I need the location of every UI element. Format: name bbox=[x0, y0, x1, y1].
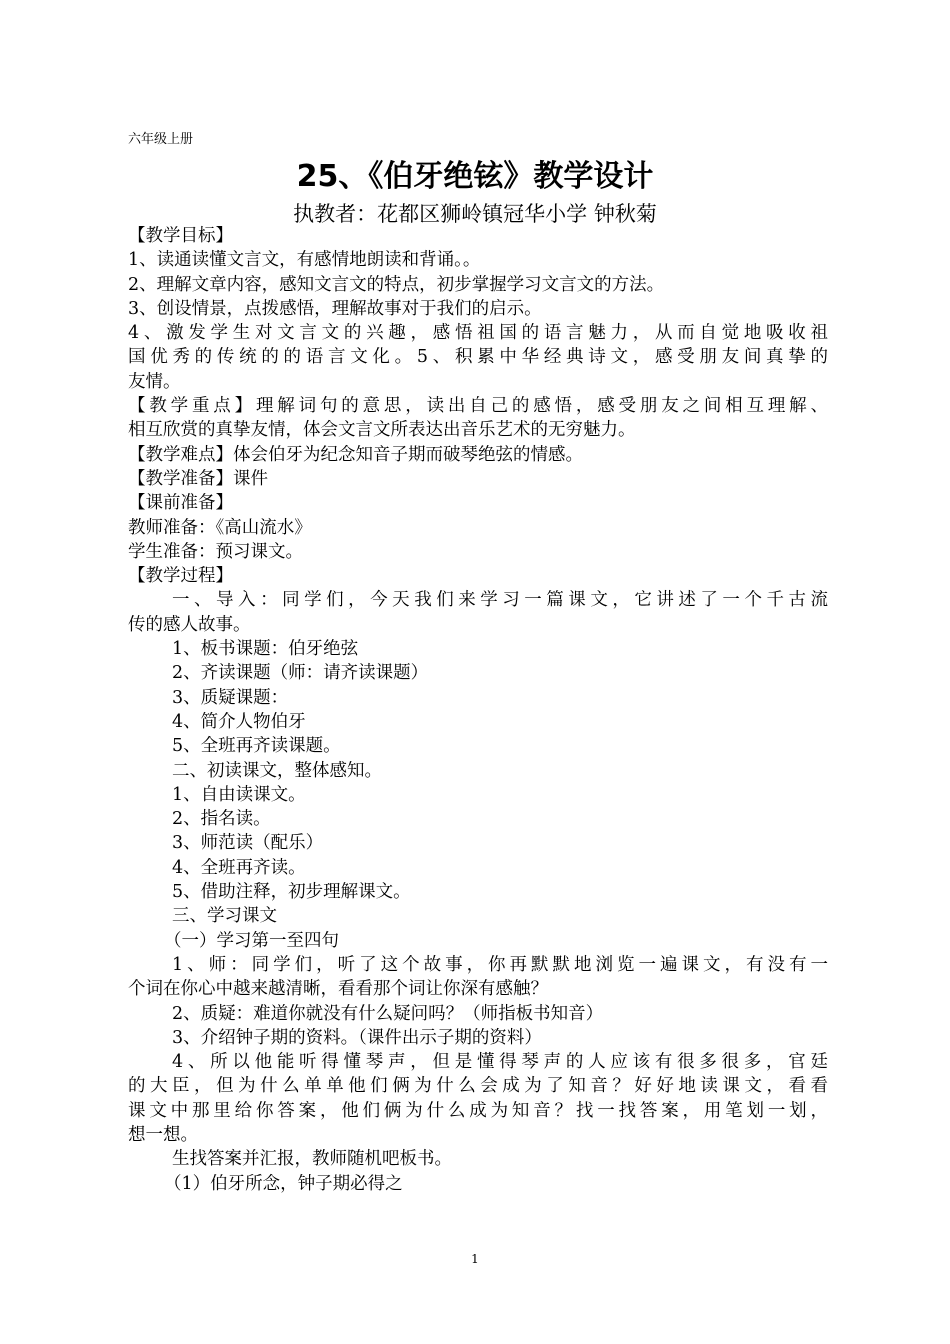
text-line: 一、导入：同学们，今天我们来学习一篇课文，它讲述了一个千古流 bbox=[172, 590, 828, 611]
text-line: 二、初读课文，整体感知。 bbox=[172, 760, 382, 781]
text-line: 友情。 bbox=[128, 371, 181, 392]
text-line: 4、全班再齐读。 bbox=[172, 857, 306, 878]
text-line: 【教学准备】课件 bbox=[128, 468, 268, 489]
section-heading: 【教学过程】 bbox=[128, 566, 233, 587]
text-line: 个词在你心中越来越清晰，看看那个词让你深有感触？ bbox=[128, 979, 548, 1000]
text-line: 3、质疑课题： bbox=[172, 687, 289, 708]
text-line: 5、全班再齐读课题。 bbox=[172, 736, 341, 757]
text-line: 2、理解文章内容，感知文言文的特点，初步掌握学习文言文的方法。 bbox=[128, 274, 665, 295]
text-line: 1、师：同学们，听了这个故事，你再默默地浏览一遍课文，有没有一 bbox=[172, 954, 828, 975]
text-line: 相互欣赏的真挚友情，体会文言文所表达出音乐艺术的无穷魅力。 bbox=[128, 420, 636, 441]
text-line: 的大臣，但为什么单单他们俩为什么会成为了知音？好好地读课文，看看 bbox=[128, 1076, 828, 1097]
text-line: 4、激发学生对文言文的兴趣，感悟祖国的语言魅力，从而自觉地吸收祖 bbox=[128, 323, 828, 344]
text-line: 3、师范读（配乐） bbox=[172, 833, 324, 854]
text-line: （1）伯牙所念，钟子期必得之 bbox=[164, 1173, 403, 1194]
text-line: 1、读通读懂文言文，有感情地朗读和背诵。。 bbox=[128, 250, 481, 271]
section-heading: 【教学目标】 bbox=[128, 226, 233, 246]
text-line: 2、指名读。 bbox=[172, 809, 271, 830]
text-line: 【教学难点】体会伯牙为纪念知音子期而破琴绝弦的情感。 bbox=[128, 444, 583, 465]
section-heading: 【课前准备】 bbox=[128, 493, 233, 514]
text-line: 1、板书课题：伯牙绝弦 bbox=[172, 639, 359, 660]
text-line: 3、创设情景，点拨感悟，理解故事对于我们的启示。 bbox=[128, 298, 542, 319]
text-line: 2、齐读课题（师：请齐读课题） bbox=[172, 663, 429, 684]
text-line: 学生准备：预习课文。 bbox=[128, 541, 303, 562]
text-line: 1、自由读课文。 bbox=[172, 784, 306, 805]
text-line: 课文中那里给你答案，他们俩为什么成为知音？找一找答案，用笔划一划， bbox=[128, 1100, 828, 1121]
text-line: 教师准备：《高山流水》 bbox=[128, 517, 312, 538]
document-body bbox=[128, 224, 828, 1196]
author-line: 执教者：花都区狮岭镇冠华小学 钟秋菊 bbox=[293, 202, 657, 226]
text-line: 3、介绍钟子期的资料。（课件出示子期的资料） bbox=[172, 1027, 542, 1048]
page-number: 1 bbox=[471, 1252, 479, 1266]
page-header: 六年级上册 bbox=[128, 132, 194, 147]
text-line: 4、简介人物伯牙 bbox=[172, 711, 306, 732]
text-line: 5、借助注释，初步理解课文。 bbox=[172, 882, 411, 903]
text-line: 传的感人故事。 bbox=[128, 614, 251, 635]
text-line: 生找答案并汇报，教师随机吧板书。 bbox=[172, 1149, 452, 1170]
text-line: （一）学习第一至四句 bbox=[164, 930, 339, 951]
text-line: 三、学习课文 bbox=[172, 906, 277, 927]
text-line: 想一想。 bbox=[128, 1124, 198, 1145]
text-line: 国优秀的传统的的语言文化。5、积累中华经典诗文，感受朋友间真挚的 bbox=[128, 347, 828, 368]
document-title: 25、《伯牙绝铉》教学设计 bbox=[296, 159, 654, 194]
text-line: 【教学重点】理解词句的意思，读出自己的感悟，感受朋友之间相互理解、 bbox=[128, 396, 828, 417]
text-line: 4、所以他能听得懂琴声，但是懂得琴声的人应该有很多很多，官廷 bbox=[172, 1052, 828, 1073]
text-line: 2、质疑：难道你就没有什么疑问吗？（师指板书知音） bbox=[172, 1003, 604, 1024]
